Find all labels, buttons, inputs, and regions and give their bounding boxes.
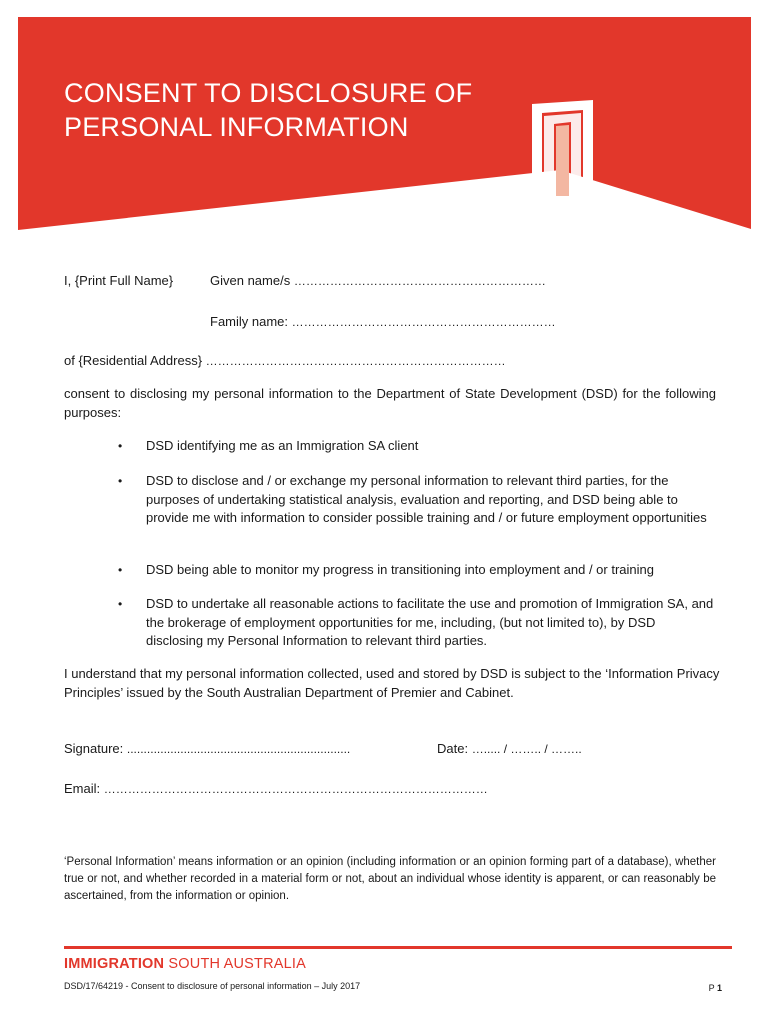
full-name-label: I, {Print Full Name} — [64, 273, 174, 288]
date-label: Date: — [437, 741, 469, 756]
page-title — [64, 76, 472, 144]
bullet-icon: • — [118, 563, 123, 577]
email-dots: …………………………………………………………………………………… — [103, 782, 488, 796]
purpose-text: DSD identifying me as an Immigration SA client — [146, 438, 419, 453]
consent-text: consent to disclosing my personal information to the Department of State Development (DSD) for the following purposes: — [64, 386, 716, 420]
page-number-value: 1 — [716, 983, 722, 993]
signature-label: Signature: — [64, 741, 124, 756]
address-dots: ………………………………………………………………… — [205, 354, 506, 368]
address-label: of {Residential Address} — [64, 353, 203, 368]
page-title-line1: CONSENT TO DISCLOSURE OF — [64, 78, 473, 108]
page-number — [709, 983, 722, 993]
personal-information-definition: ‘Personal Information’ means information or an opinion (including information or an opinion forming part of a database), whether true or not, and whether recorded in a material form or not, about an individual whose identity is apparent, or can reasonably be ascertained, from the information or opinion. — [64, 856, 716, 902]
footer-divider — [64, 946, 732, 949]
family-name-field[interactable] — [210, 313, 556, 331]
header-banner — [0, 0, 770, 240]
bullet-icon: • — [118, 439, 123, 453]
document-reference: DSD/17/64219 - Consent to disclosure of personal information – July 2017 — [64, 981, 361, 991]
given-name-dots: ……………………………………………………… — [293, 274, 546, 288]
family-name-dots: ………………………………………………………… — [291, 315, 556, 329]
email-field[interactable] — [64, 780, 488, 798]
footer-brand-rest: SOUTH AUSTRALIA — [164, 956, 306, 972]
bullet-icon: • — [118, 474, 123, 488]
signature-dots: ................................................................... — [126, 742, 351, 756]
footer-brand — [64, 956, 306, 972]
date-field[interactable] — [437, 740, 582, 758]
signature-field[interactable] — [64, 740, 350, 758]
given-name-label: Given name/s — [210, 273, 291, 288]
page-title-line2: PERSONAL INFORMATION — [64, 112, 409, 142]
address-field[interactable] — [64, 352, 506, 370]
purpose-text: DSD being able to monitor my progress in transitioning into employment and / or training — [146, 562, 654, 577]
understand-text: I understand that my personal information collected, used and stored by DSD is subject to the ‘Information Privacy Principles’ issued by the South Australian Department of Premier and Cabinet. — [64, 666, 720, 700]
date-blanks: …..... / …….. / …….. — [471, 742, 582, 756]
footer-brand-bold: IMMIGRATION — [64, 956, 165, 972]
bullet-icon: • — [118, 597, 123, 611]
page-prefix: P — [708, 983, 715, 993]
purpose-text: DSD to undertake all reasonable actions to facilitate the use and promotion of Immigration SA, and the brokerage of employment opportunities for me, including, (but not limited to), by DSD disclosing my Personal Information to relevant third parties. — [146, 596, 714, 648]
family-name-label: Family name: — [210, 314, 289, 329]
email-label: Email: — [64, 781, 101, 796]
given-name-field[interactable] — [210, 272, 546, 290]
purpose-text: DSD to disclose and / or exchange my personal information to relevant third parties, for the purposes of undertaking statistical analysis, evaluation and reporting, and DSD being able to provide me with information to consider possible training and / or future employment opportunities — [146, 473, 707, 525]
